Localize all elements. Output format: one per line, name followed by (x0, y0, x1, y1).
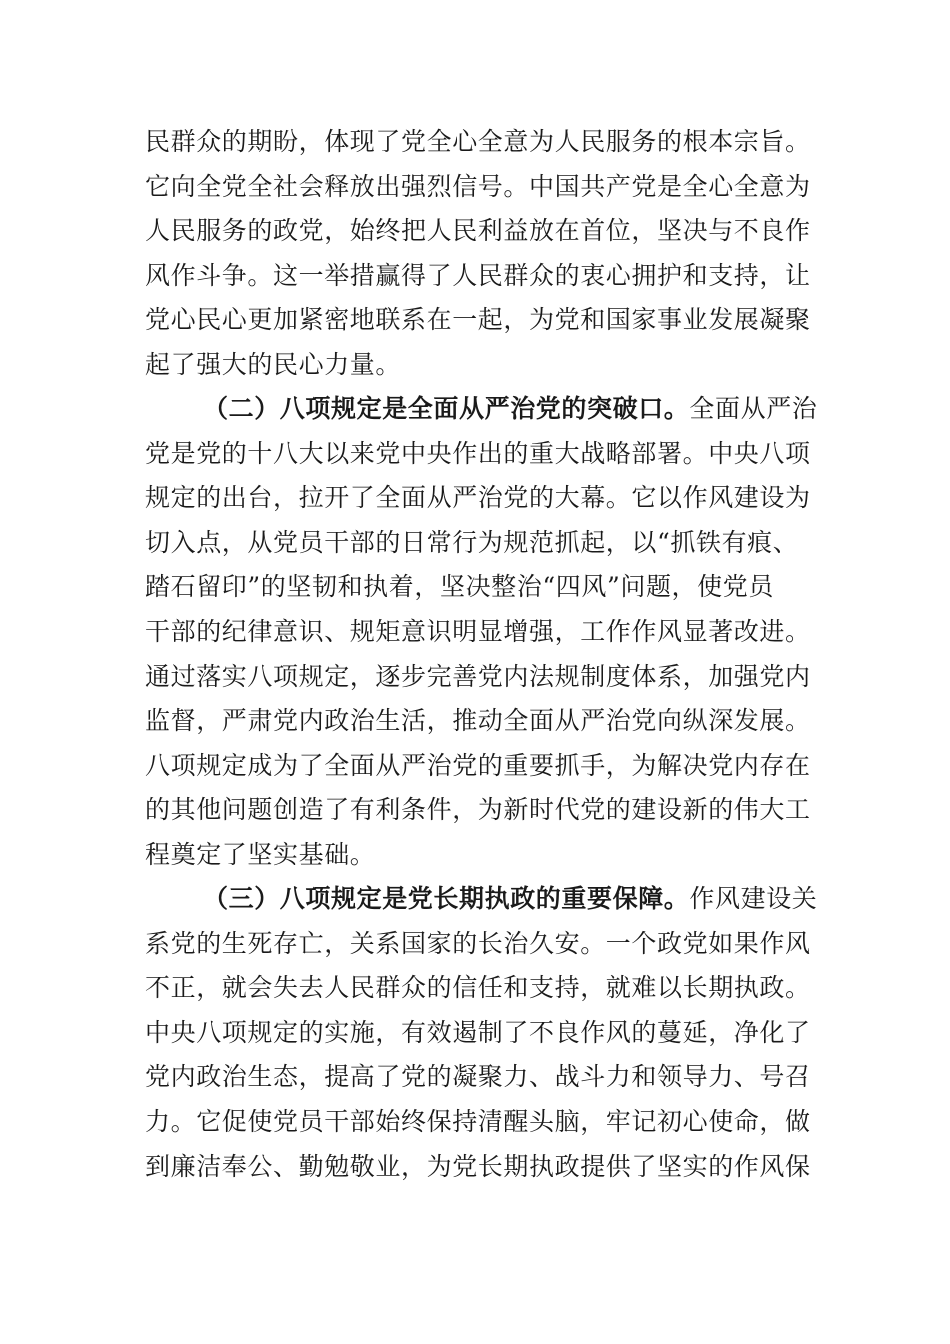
text-line: 党是党的十八大以来党中央作出的重大战略部署。中央八项 (145, 438, 811, 468)
text-line: 民群众的期盼，体现了党全心全意为人民服务的根本宗旨。 (145, 127, 811, 156)
text-line: 系党的生死存亡，关系国家的长治久安。一个政党如果作风 (145, 928, 811, 958)
text-line: 风作斗争。这一举措赢得了人民群众的衷心拥护和支持，让 (145, 260, 811, 290)
section-heading-line (145, 877, 818, 922)
text-span: 作风建设关 (689, 884, 818, 914)
text-line: 力。它促使党员干部始终保持清醒头脑，牢记初心使命，做 (145, 1107, 811, 1137)
text-line: 不正，就会失去人民群众的信任和支持，就难以长期执政。 (145, 973, 811, 1003)
text-line: 党心民心更加紧密地联系在一起，为党和国家事业发展凝聚 (145, 305, 811, 335)
text-line: 党内政治生态，提高了党的凝聚力、战斗力和领导力、号召 (145, 1062, 811, 1092)
text-line: 切入点，从党员干部的日常行为规范抓起，以“抓铁有痕、 (145, 527, 799, 557)
section-heading-2: （二）八项规定是全面从严治党的突破口。 (203, 394, 690, 424)
section-heading-3: （三）八项规定是党长期执政的重要保障。 (203, 884, 690, 914)
text-line: 的其他问题创造了有利条件，为新时代党的建设新的伟大工 (145, 795, 811, 825)
text-line: 规定的出台，拉开了全面从严治党的大幕。它以作风建设为 (145, 483, 811, 513)
text-line: 通过落实八项规定，逐步完善党内法规制度体系，加强党内 (145, 661, 811, 691)
text-span: 全面从严治 (689, 394, 818, 424)
text-line: 八项规定成为了全面从严治党的重要抓手，为解决党内存在 (145, 750, 811, 780)
text-line: 程奠定了坚实基础。 (145, 839, 376, 869)
section-heading-line (145, 387, 818, 432)
text-line: 干部的纪律意识、规矩意识明显增强，工作作风显著改进。 (145, 617, 811, 647)
text-line: 它向全党全社会释放出强烈信号。中国共产党是全心全意为 (145, 171, 811, 201)
body-text (145, 120, 818, 1189)
text-line: 中央八项规定的实施，有效遏制了不良作风的蔓延，净化了 (145, 1017, 811, 1047)
text-line: 人民服务的政党，始终把人民利益放在首位，坚决与不良作 (145, 216, 811, 246)
text-line: 踏石留印”的坚韧和执着，坚决整治“四风”问题，使党员 (145, 572, 774, 602)
text-line: 起了强大的民心力量。 (145, 349, 402, 379)
text-line: 监督，严肃党内政治生活，推动全面从严治党向纵深发展。 (145, 706, 811, 736)
text-line: 到廉洁奉公、勤勉敬业，为党长期执政提供了坚实的作风保 (145, 1151, 811, 1181)
